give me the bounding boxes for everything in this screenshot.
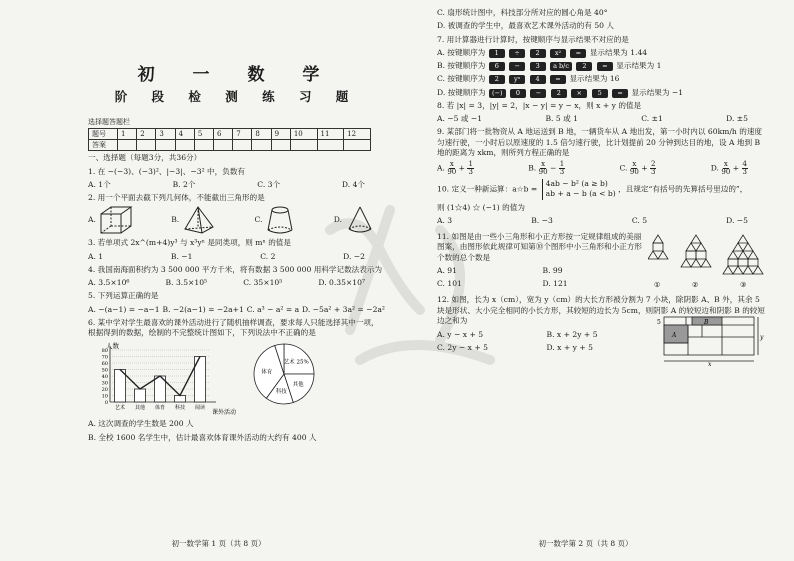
numerator: 1 — [559, 160, 565, 168]
answer-table-answer-row — [89, 140, 371, 151]
figure-x-label: x — [708, 361, 712, 367]
option-a: A. 1 — [88, 251, 104, 261]
question-11-options-row1 — [437, 266, 648, 276]
calculator-key: 3 — [530, 62, 546, 71]
question-6-option-c: C. 扇形统计图中，科技部分所对应的圆心角是 40° — [437, 8, 608, 17]
answer-table-row2-header: 答案 — [89, 140, 118, 151]
fraction — [650, 161, 656, 176]
answer-cell[interactable] — [317, 140, 344, 151]
calculator-key: = — [612, 89, 628, 98]
option-letter: A. — [88, 215, 96, 225]
answer-num-1: 1 — [118, 129, 137, 140]
piecewise-case-1: 4ab − b² (a ≥ b) — [545, 179, 608, 188]
question-10-stem — [437, 179, 768, 200]
bar-chart-y-tick: 0 — [104, 400, 108, 407]
question-9-stem: 9. 某部门将一批物资从 A 地运送到 B 地，一辆货车从 A 地出发，第一小时内以 60km/h 的速度匀速行驶，一小时后以原速度的 1.5 倍匀速行驶，比计划提前 20 分钟到达目的地，设 A 地到 B 地的距离为 xkm，则所列方程正确的是 — [437, 127, 763, 157]
question-6-stem: 6. 某中学对学生最喜欢的课外活动进行了随机抽样调查，要求每人只能选择其中一项，根据得到的数据，绘制的不完整统计图如下，下列说法中不正确的是 — [88, 317, 379, 337]
figure-region-a-label: A — [672, 332, 677, 339]
option-b: B. x + 2y + 5 — [546, 330, 598, 339]
question-5-stem: 5. 下列运算正确的是 — [88, 291, 159, 301]
answer-table-row1-header: 题号 — [89, 129, 118, 140]
option-d — [711, 161, 748, 176]
fraction — [630, 161, 639, 176]
calculator-key: = — [597, 62, 613, 71]
answer-num-2: 2 — [137, 129, 156, 140]
option-a: A. y − x + 5 — [437, 330, 484, 339]
question-8-options — [437, 114, 768, 124]
answer-cell[interactable] — [194, 140, 213, 151]
option-d: D. −2 — [343, 251, 365, 261]
page-title: 初 一 数 学 — [137, 65, 336, 85]
numerator: x — [632, 160, 637, 168]
option-result: 显示结果为 1 — [616, 61, 662, 70]
bar-chart-category-label: 体育 — [154, 405, 166, 412]
option-b: B. −2(a−1) = −2a+1 — [162, 304, 244, 314]
figure-region-b-label: B — [704, 319, 709, 326]
bar-chart-category-label: 其他 — [134, 405, 146, 412]
option-result: 显示结果为 −1 — [631, 87, 684, 97]
option-b: B. 99 — [542, 265, 563, 275]
answer-num-3: 3 — [156, 129, 175, 140]
option-label: A. 按键顺序为 — [437, 47, 486, 57]
question-12-options-row1 — [437, 330, 656, 340]
page-right — [397, 0, 794, 561]
question-1-stem: 1. 在 −(−3)、(−3)²、|−3|、−3² 中，负数有 — [88, 166, 246, 176]
option-label: B. 按键顺序为 — [437, 61, 486, 70]
answer-num-8: 8 — [252, 129, 271, 140]
question-12-block — [437, 319, 768, 367]
fraction — [559, 161, 565, 176]
option-a: A. 91 — [437, 265, 457, 275]
option-a: A. 3.5×10⁶ — [88, 278, 130, 287]
figure-label-2: ② — [692, 281, 699, 289]
answer-num-4: 4 — [175, 129, 194, 140]
bar-chart-category-label: 艺术 — [114, 405, 126, 412]
answer-cell[interactable] — [290, 140, 317, 151]
question-6-option-a: A. 这次调查的学生数是 200 人 — [88, 419, 194, 429]
question-10-suffix: ，且规定“有括号的先算括号里边的”， — [618, 184, 748, 194]
question-2-figures — [88, 205, 385, 235]
denominator: 90 — [721, 168, 731, 176]
option-letter: B. — [171, 215, 180, 225]
option-d: D. −5a² + 3a² = −2a² — [302, 304, 385, 314]
question-12-options — [437, 327, 656, 357]
denominator: 3 — [468, 168, 473, 176]
answer-cell[interactable] — [137, 140, 156, 151]
numerator: 2 — [651, 160, 656, 168]
option-a — [88, 205, 133, 235]
rectangle-partition-figure — [656, 315, 768, 367]
option-b: B. 2个 — [172, 179, 196, 189]
calculator-key: − — [530, 89, 546, 98]
denominator: 3 — [559, 168, 565, 176]
answer-table — [88, 128, 371, 151]
pie-slice-label: 科技 — [275, 389, 287, 396]
pie-slice-label: 体育 — [261, 369, 273, 376]
question-3-options — [88, 252, 385, 262]
answer-table-label: 选择题答题栏 — [88, 117, 130, 126]
calculator-key: ÷ — [509, 49, 525, 58]
page-footer: 初一数学第 2 页（共 8 页） — [538, 538, 633, 548]
calculator-key: 1 — [489, 49, 505, 58]
question-4-stem: 4. 我国南海面积约为 3 500 000 平方千米，将有数据 3 500 000 用科学记数法表示为 — [88, 264, 383, 274]
option-c: C. 101 — [437, 279, 462, 288]
answer-cell[interactable] — [344, 140, 371, 151]
option-d: D. x + y + 5 — [546, 343, 593, 353]
option-letter: D. — [333, 215, 342, 225]
calculator-key: = — [550, 75, 566, 84]
answer-cell[interactable] — [214, 140, 233, 151]
calculator-key: (−) — [489, 89, 506, 98]
operator: − — [549, 163, 557, 173]
option-c: C. 3个 — [257, 179, 281, 189]
question-12-stem: 12. 如图，长为 x（cm），宽为 y（cm）的大长方形被分割为 7 小块，除阴影 A、B 外，其余 5 块是形状、大小完全相同的小长方形，其较短的边长为 5cm，则阴影 A 的较短边和阴影 B 的较短边之和为 — [437, 295, 765, 325]
answer-cell[interactable] — [175, 140, 194, 151]
calculator-key: 6 — [489, 62, 505, 71]
option-label: C. 按键顺序为 — [437, 74, 486, 84]
option-b: B. 3.5×10⁵ — [165, 278, 208, 287]
figure-label-1: ① — [654, 281, 661, 289]
answer-cell[interactable] — [252, 140, 271, 151]
option-c: C. 35×10⁵ — [243, 278, 283, 287]
option-letter: C. — [619, 163, 628, 173]
option-c: C. 5 — [631, 215, 648, 225]
question-12-options-row2 — [437, 343, 656, 353]
option-b: B. −3 — [531, 215, 553, 225]
option-result: 显示结果为 16 — [569, 74, 620, 84]
calculator-key: 2 — [489, 75, 505, 84]
option-a: A. 3 — [437, 215, 453, 225]
answer-cell[interactable] — [118, 140, 137, 151]
page-footer: 初一数学第 1 页（共 8 页） — [171, 538, 266, 548]
pyramid-icon — [182, 205, 216, 235]
option-label: D. 按键顺序为 — [437, 87, 486, 97]
bar-chart-category-label: 阅读 — [194, 405, 206, 412]
option-a: A. −5 或 −1 — [437, 114, 483, 123]
denominator: 3 — [651, 168, 656, 176]
option-letter: A. — [437, 163, 445, 173]
question-5-options — [88, 305, 385, 315]
option-d: D. ±5 — [726, 114, 748, 123]
option-letter: C. — [254, 215, 263, 225]
question-6-option-b: B. 全校 1600 名学生中，估计最喜欢体育课外活动的大约有 400 人 — [88, 432, 317, 442]
question-6-option-d: D. 被调查的学生中，最喜欢艺术课外活动的有 50 人 — [437, 21, 615, 31]
fraction — [447, 161, 456, 176]
question-1-options — [88, 180, 385, 190]
answer-cell[interactable] — [271, 140, 290, 151]
pie-chart — [238, 340, 338, 416]
question-7-stem: 7. 用计算器进行计算时，按键顺序与显示结果不对应的是 — [437, 34, 629, 44]
triangle-pattern-figure — [648, 229, 768, 291]
bar-chart-y-tick: 30 — [101, 380, 108, 387]
option-letter: D. — [710, 163, 719, 173]
bar-chart-category-label: 科技 — [174, 405, 186, 412]
option-c — [619, 161, 656, 176]
bar-chart-y-tick: 10 — [101, 393, 108, 400]
answer-num-9: 9 — [271, 129, 290, 140]
answer-num-7: 7 — [233, 129, 252, 140]
answer-num-10: 10 — [290, 129, 317, 140]
bar-chart-bar — [135, 389, 146, 402]
piecewise-definition — [540, 179, 616, 200]
question-10-options — [437, 216, 768, 226]
option-a: A. −(a−1) = −a−1 — [88, 304, 160, 314]
bar-chart-y-tick: 40 — [101, 374, 108, 381]
fraction — [539, 161, 548, 176]
answer-table-number-row — [89, 129, 371, 140]
question-2-stem: 2. 用一个平面去截下列几何体，不能截出三角形的是 — [88, 193, 265, 202]
figure-label-3: ③ — [740, 281, 747, 289]
piecewise-case-2: ab + a − b (a < b) — [545, 189, 616, 199]
denominator: 90 — [447, 168, 457, 176]
question-11-options-row2 — [437, 279, 648, 289]
operator: + — [641, 163, 648, 173]
question-11-stem: 11. 如图是由一些小三角形和小正方形按一定规律组成的美丽图案，由图形依此规律可知第⑩个图形中小三角形和小正方形个数的总个数是 — [437, 232, 643, 262]
calculator-key: 4 — [530, 75, 546, 84]
calculator-key: yˣ — [509, 75, 525, 84]
calculator-key: 2 — [530, 49, 546, 58]
question-9-options — [437, 161, 768, 176]
figure-side-label: 5 — [657, 319, 661, 326]
denominator: 90 — [629, 168, 639, 176]
pie-slice-label: 其他 — [292, 382, 304, 389]
option-c: C. ±1 — [641, 114, 663, 123]
cone-icon — [345, 205, 375, 235]
bar-chart-y-tick: 20 — [101, 387, 108, 394]
numerator: x — [449, 160, 454, 168]
piecewise-cases — [542, 179, 616, 200]
calculator-key: × — [571, 89, 587, 98]
option-c — [255, 205, 296, 235]
numerator: x — [723, 160, 728, 168]
operator: + — [732, 163, 740, 173]
bar-chart-y-tick: 60 — [101, 361, 108, 368]
option-b — [528, 161, 565, 176]
option-b: B. 5 或 1 — [545, 114, 578, 123]
bar-chart-y-tick: 80 — [101, 348, 108, 355]
question-8-stem: 8. 若 |x| = 3，|y| = 2，|x − y| = y − x，则 x + y 的值是 — [437, 100, 642, 110]
option-a — [437, 161, 474, 176]
answer-num-6: 6 — [214, 129, 233, 140]
question-6-charts — [88, 340, 385, 416]
answer-num-11: 11 — [317, 129, 344, 140]
answer-cell[interactable] — [156, 140, 175, 151]
option-c: C. a³ − a² = a — [246, 304, 300, 314]
question-7-option-a — [437, 48, 768, 58]
bar-chart-bar — [115, 370, 126, 403]
calculator-key: a b/c — [550, 62, 572, 71]
calculator-key: − — [509, 62, 525, 71]
numerator: x — [541, 160, 546, 168]
page-subtitle: 阶 段 检 测 练 习 题 — [114, 88, 359, 104]
calculator-key: = — [570, 49, 586, 58]
calculator-key: 5 — [592, 89, 608, 98]
option-d: D. 0.35×10⁷ — [318, 278, 365, 287]
calculator-key: 2 — [551, 89, 567, 98]
question-11-block — [437, 229, 768, 292]
calculator-key: 2 — [576, 62, 592, 71]
bar-chart-ylabel: 人数 — [106, 342, 119, 351]
answer-num-12: 12 — [344, 129, 371, 140]
denominator: 90 — [538, 168, 548, 176]
question-4-options — [88, 278, 385, 288]
cube-icon — [99, 205, 133, 235]
question-7-option-b — [437, 61, 768, 71]
bar-chart — [88, 340, 238, 416]
fraction — [467, 161, 473, 176]
option-b: B. −1 — [170, 251, 193, 261]
denominator: 3 — [742, 168, 747, 176]
question-10-then: 则 (1☆4) ☆ (−1) 的值为 — [437, 202, 525, 212]
bar-chart-y-tick: 50 — [101, 367, 108, 374]
fraction — [742, 161, 748, 176]
fraction — [721, 161, 730, 176]
option-c: C. 2 — [260, 251, 276, 261]
answer-num-5: 5 — [194, 129, 213, 140]
question-11-text — [437, 229, 648, 292]
option-a: A. 1个 — [88, 179, 111, 189]
option-d: D. −5 — [726, 215, 748, 225]
question-7-option-d — [437, 88, 768, 98]
section-heading: 一、选择题（每题3分，共36分） — [88, 153, 202, 163]
option-c: C. 2y − x + 5 — [437, 343, 488, 353]
figure-y-label: y — [760, 334, 764, 341]
frustum-icon — [265, 205, 295, 235]
option-b — [171, 205, 216, 235]
option-d: D. 121 — [542, 279, 568, 288]
question-7-option-c — [437, 74, 768, 84]
calculator-key: 0 — [510, 89, 526, 98]
question-10-prefix: 10. 定义一种新运算：a☆b = — [437, 184, 538, 194]
option-d: D. 4个 — [341, 179, 365, 189]
calculator-key: x² — [550, 49, 566, 58]
bar-chart-y-tick: 70 — [101, 354, 108, 361]
option-result: 显示结果为 1.44 — [589, 47, 648, 57]
pie-slice-label: 艺术 25% — [283, 359, 309, 366]
option-d — [334, 205, 375, 235]
answer-cell[interactable] — [233, 140, 252, 151]
operator: + — [458, 163, 466, 173]
numerator: 4 — [742, 160, 747, 168]
option-letter: B. — [528, 163, 537, 173]
question-3-stem: 3. 若单项式 2x^(m+4)y³ 与 x³yⁿ 是同类项，则 mⁿ 的值是 — [88, 238, 291, 248]
numerator: 1 — [468, 160, 473, 168]
bar-chart-xlabel: 课外活动 — [212, 409, 237, 417]
